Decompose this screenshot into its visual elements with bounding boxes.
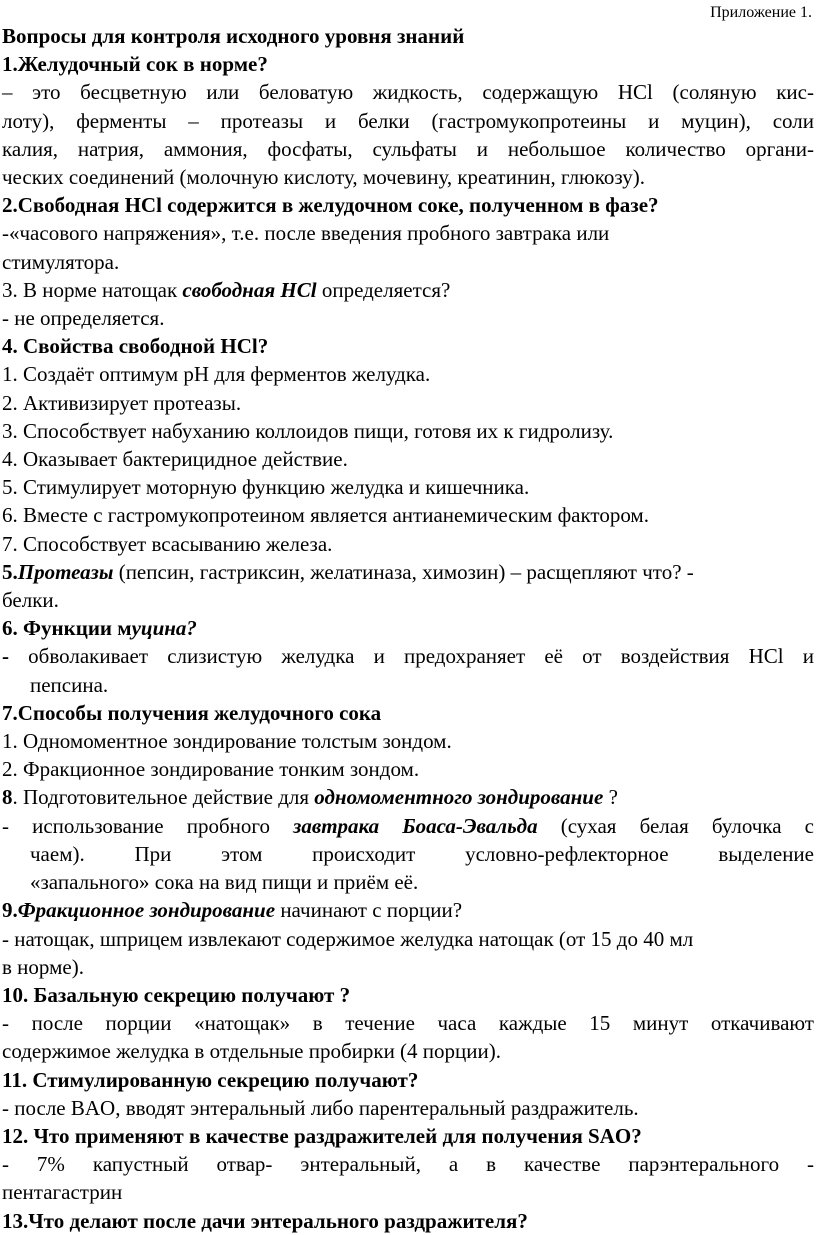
question-3	[2, 276, 814, 304]
question-9-number: 9.	[2, 898, 18, 923]
question-5	[2, 558, 814, 586]
answer-6-text: обволакивает слизистую желудка и предохраняет её от воздействия HCl и	[9, 644, 814, 669]
question-9	[2, 896, 814, 924]
question-8-suffix: ?	[603, 785, 618, 810]
answer-8-rest: (сухая белая булочка с	[537, 813, 814, 838]
answer-1-line-2: лоту), ферменты – протеазы и белки (гастромукопротеины и муцин), соли	[2, 108, 814, 133]
question-3-emphasis: свободная HCl	[182, 277, 317, 302]
answer-10-line-2: содержимое желудка в отдельные пробирки (4 порции).	[2, 1039, 501, 1064]
question-5-emphasis: Протеазы	[17, 559, 114, 584]
answer-11: - после BAO, вводят энтеральный либо парентеральный раздражитель.	[2, 1095, 639, 1120]
answer-6-line-1	[2, 642, 814, 670]
question-6-emphasis: уцина?	[131, 616, 197, 641]
answer-9-line-1: - натощак, шприцем извлекают содержимое желудка натощак (от 15 до 40 мл	[2, 926, 694, 951]
answer-4-item-1: 1. Создаёт оптимум pH для ферментов желудка.	[2, 362, 431, 387]
answer-2-line-1: -«часового напряжения», т.е. после введения пробного завтрака или	[2, 221, 610, 246]
question-2: 2.Свободная HCl содержится в желудочном соке, полученном в фазе?	[2, 193, 659, 218]
question-3-suffix: определяется?	[316, 277, 451, 302]
answer-8-line-3: «запального» сока на вид пищи и приём её.	[30, 870, 419, 895]
answer-12-line-1: - 7% капустный отвар- энтеральный, а в качестве парэнтерального -	[2, 1152, 814, 1177]
question-4: 4. Свойства свободной HCl?	[2, 334, 269, 359]
question-9-emphasis: Фракционное зондирование	[17, 898, 276, 923]
answer-6-line-2: пепсина.	[30, 672, 109, 697]
question-8-emphasis: одномоментного зондирование	[314, 785, 604, 810]
question-12: 12. Что применяют в качестве раздражителей для получения SAO?	[2, 1123, 642, 1148]
answer-1-line-1: – это бесцветную или беловатую жидкость, содержащую HCl (соляную кис-	[2, 80, 814, 105]
answer-2-line-2: стимулятора.	[2, 249, 120, 274]
answer-7-item-2: 2. Фракционное зондирование тонким зондом.	[2, 757, 420, 782]
answer-10-line-1: - после порции «натощак» в течение часа каждые 15 минут откачивают	[2, 1011, 814, 1036]
question-5-number: 5.	[2, 559, 18, 584]
answer-12-line-2: пентагастрин	[2, 1180, 123, 1205]
answer-4-item-7: 7. Способствует всасыванию железа.	[2, 531, 333, 556]
answer-6-dash: -	[2, 644, 9, 669]
question-1: 1.Желудочный сок в норме?	[2, 52, 268, 77]
question-8-text: . Подготовительное действие для	[12, 785, 315, 810]
answer-7-item-1: 1. Одномоментное зондирование толстым зондом.	[2, 729, 452, 754]
answer-1-line-3: калия, натрия, аммония, фосфаты, сульфаты и небольшое количество органи-	[2, 136, 814, 161]
answer-5: белки.	[2, 588, 59, 613]
question-8	[2, 783, 814, 811]
answer-8-line-1	[2, 812, 814, 840]
answer-3: - не определяется.	[2, 306, 165, 331]
question-6	[2, 614, 814, 642]
answer-8-prefix: - использование пробного	[2, 813, 294, 838]
question-7: 7.Способы получения желудочного сока	[2, 700, 382, 725]
appendix-label: Приложение 1.	[710, 4, 812, 21]
question-3-prefix: 3. В норме натощак	[2, 277, 183, 302]
question-9-suffix: начинают с порции?	[275, 898, 463, 923]
answer-4-item-2: 2. Активизирует протеазы.	[2, 390, 242, 415]
answer-4-item-3: 3. Способствует набуханию коллоидов пищи, готовя их к гидролизу.	[2, 418, 614, 443]
question-10: 10. Базальную секрецию получают ?	[2, 982, 351, 1007]
answer-8-emphasis: завтрака Боаса-Эвальда	[293, 813, 538, 838]
answer-4-item-5: 5. Стимулирует моторную функцию желудка и кишечника.	[2, 475, 530, 500]
question-13: 13.Что делают после дачи энтерального раздражителя?	[2, 1208, 528, 1233]
answer-9-line-2: в норме).	[2, 954, 84, 979]
question-8-number: 8	[2, 785, 13, 810]
question-5-rest: (пепсин, гастриксин, желатиназа, химозин) – расщепляют что? -	[113, 559, 694, 584]
answer-1-line-4: ческих соединений (молочную кислоту, мочевину, креатинин, глюкозу).	[2, 165, 645, 190]
answer-4-item-4: 4. Оказывает бактерицидное действие.	[2, 447, 348, 472]
question-11: 11. Стимулированную секрецию получают?	[2, 1067, 419, 1092]
answer-8-line-2: чаем). При этом происходит условно-рефлекторное выделение	[30, 841, 814, 866]
answer-4-item-6: 6. Вместе с гастромукопротеином является антианемическим фактором.	[2, 503, 649, 528]
question-6-prefix: 6. Функции м	[2, 616, 132, 641]
document-title: Вопросы для контроля исходного уровня знаний	[2, 24, 465, 48]
